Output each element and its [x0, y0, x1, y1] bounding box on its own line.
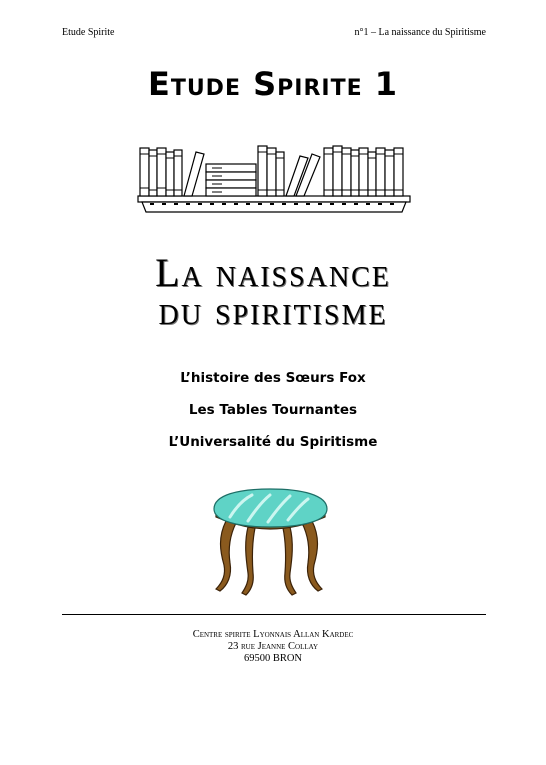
- topic-item: Les Tables Tournantes: [188, 402, 358, 418]
- topic-item: L’histoire des Sœurs Fox: [180, 370, 366, 386]
- document-title: Etude Spirite 1: [147, 65, 399, 103]
- footer-address: [0, 629, 546, 665]
- header-right-text: n°1 – La naissance du Spiritisme: [354, 27, 486, 38]
- topic-item: L’Universalité du Spiritisme: [168, 434, 378, 450]
- stool-icon: [208, 487, 333, 599]
- main-title: [0, 250, 546, 333]
- footer-city: 69500 BRON: [243, 653, 303, 664]
- footer-divider: [62, 614, 486, 615]
- bookshelf-icon: [136, 142, 412, 218]
- footer-org-name: Centre spirite Lyonnais Allan Kardec: [192, 629, 354, 640]
- main-title-line2: du spiritisme: [158, 288, 388, 333]
- topic-list: [0, 368, 546, 464]
- header-left-text: Etude Spirite: [62, 27, 115, 38]
- footer-street: 23 rue Jeanne Collay: [227, 641, 319, 652]
- running-header: [62, 27, 486, 39]
- main-title-line1: La naissance: [155, 250, 391, 295]
